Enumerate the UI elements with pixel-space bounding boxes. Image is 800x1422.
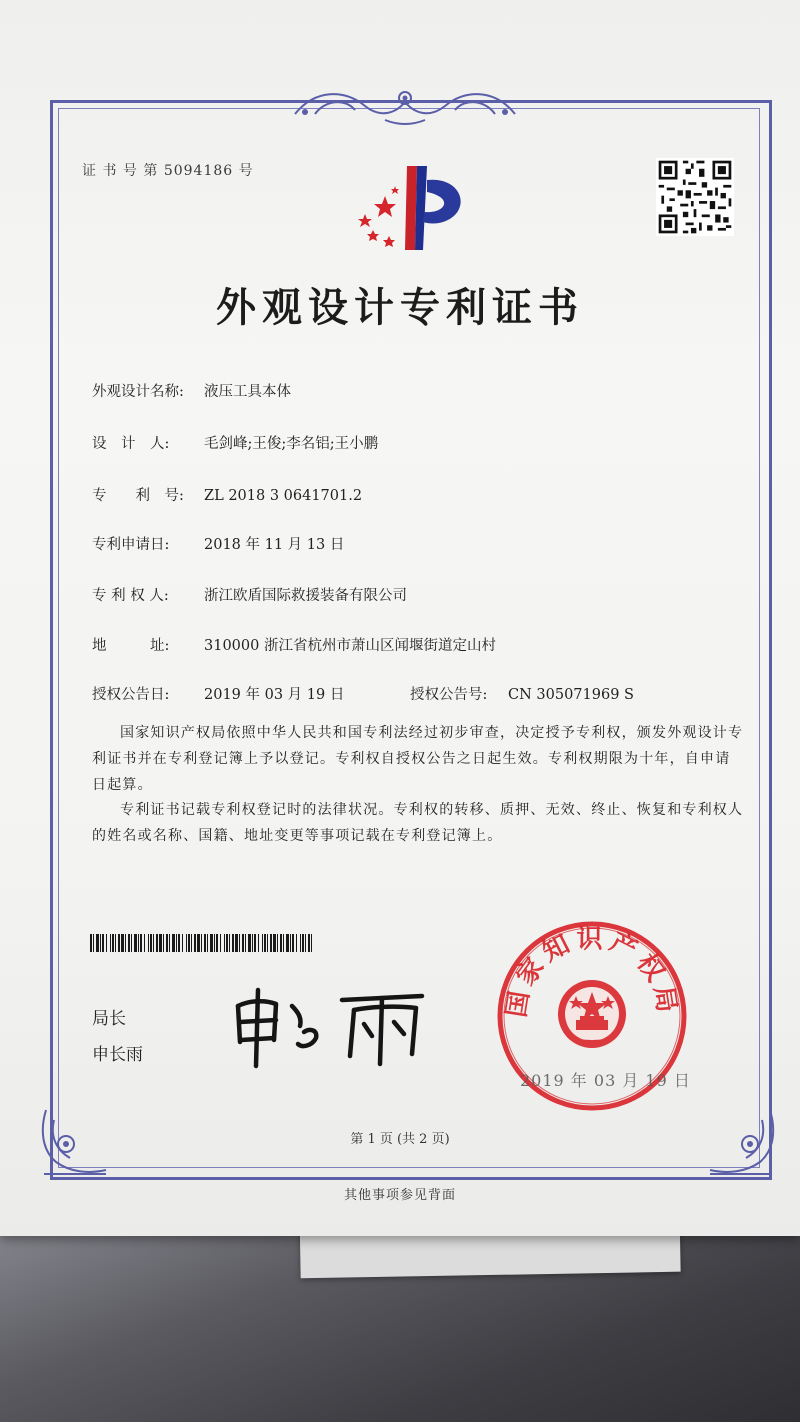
- field-value: 310000 浙江省杭州市萧山区闻堰街道定山村: [204, 638, 496, 654]
- field-label: 授权公告日:: [92, 687, 170, 703]
- field-patent-number: [92, 484, 362, 505]
- field-patentee: [92, 584, 407, 605]
- certificate-title: 外观设计专利证书: [216, 285, 584, 331]
- field-label: 设 计 人:: [92, 436, 170, 452]
- field-designers: [92, 432, 378, 453]
- director-name: 申长雨: [92, 1045, 143, 1065]
- field-value: ZL 2018 3 0641701.2: [204, 488, 363, 504]
- field-design-name: [92, 380, 291, 401]
- barcode-icon: [90, 934, 312, 952]
- certificate-number-suffix: 号: [238, 163, 254, 179]
- handwritten-signature: [232, 984, 432, 1069]
- body-paragraph: 专利证书记载专利权登记时的法律状况。专利权的转移、质押、无效、终止、恢复和专利权人的姓名或名称、国籍、地址变更等事项记载在专利登记簿上。: [92, 802, 744, 844]
- field-application-date: [92, 533, 344, 554]
- field-grant-date: [92, 683, 344, 704]
- field-label: 专 利 号:: [92, 488, 184, 504]
- qr-code-icon: [656, 158, 734, 236]
- footer-note: 其他事项参见背面: [343, 1188, 456, 1203]
- page-number: 第 1 页 (共 2 页): [350, 1132, 450, 1147]
- director-title: 局长: [92, 1009, 126, 1029]
- certificate-number: [82, 160, 254, 180]
- field-address: [92, 634, 496, 655]
- field-value: 液压工具本体: [204, 384, 291, 400]
- top-ornament-icon: [285, 84, 525, 128]
- field-label: 授权公告号:: [410, 687, 488, 703]
- field-value: 2019 年 03 月 19 日: [204, 687, 345, 703]
- field-value: 浙江欧盾国际救援装备有限公司: [204, 588, 407, 604]
- field-label: 外观设计名称:: [92, 384, 184, 400]
- body-paragraph: 国家知识产权局依照中华人民共和国专利法经过初步审查，决定授予专利权，颁发外观设计专利证书并在专利登记簿上予以登记。专利权自授权公告之日起生效。专利权期限为十年，自申请日起算。: [92, 725, 744, 793]
- certificate-number-value: 5094186: [163, 163, 234, 179]
- field-label: 地 址:: [92, 638, 170, 654]
- field-value: CN 305071969 S: [508, 687, 634, 703]
- field-value: 毛剑峰;王俊;李名铝;王小鹏: [204, 436, 379, 452]
- field-grant-publication-number: [410, 683, 634, 704]
- field-value: 2018 年 11 月 13 日: [204, 537, 345, 553]
- seal-date: 2019 年 03 月 19 日: [520, 1071, 691, 1090]
- seal-text: 国家知识产权局: [501, 924, 683, 1020]
- field-label: 专 利 权 人:: [92, 588, 169, 604]
- patent-office-logo-icon: [345, 158, 475, 258]
- certificate-number-label: 证 书 号 第: [82, 163, 159, 179]
- field-label: 专利申请日:: [92, 537, 170, 553]
